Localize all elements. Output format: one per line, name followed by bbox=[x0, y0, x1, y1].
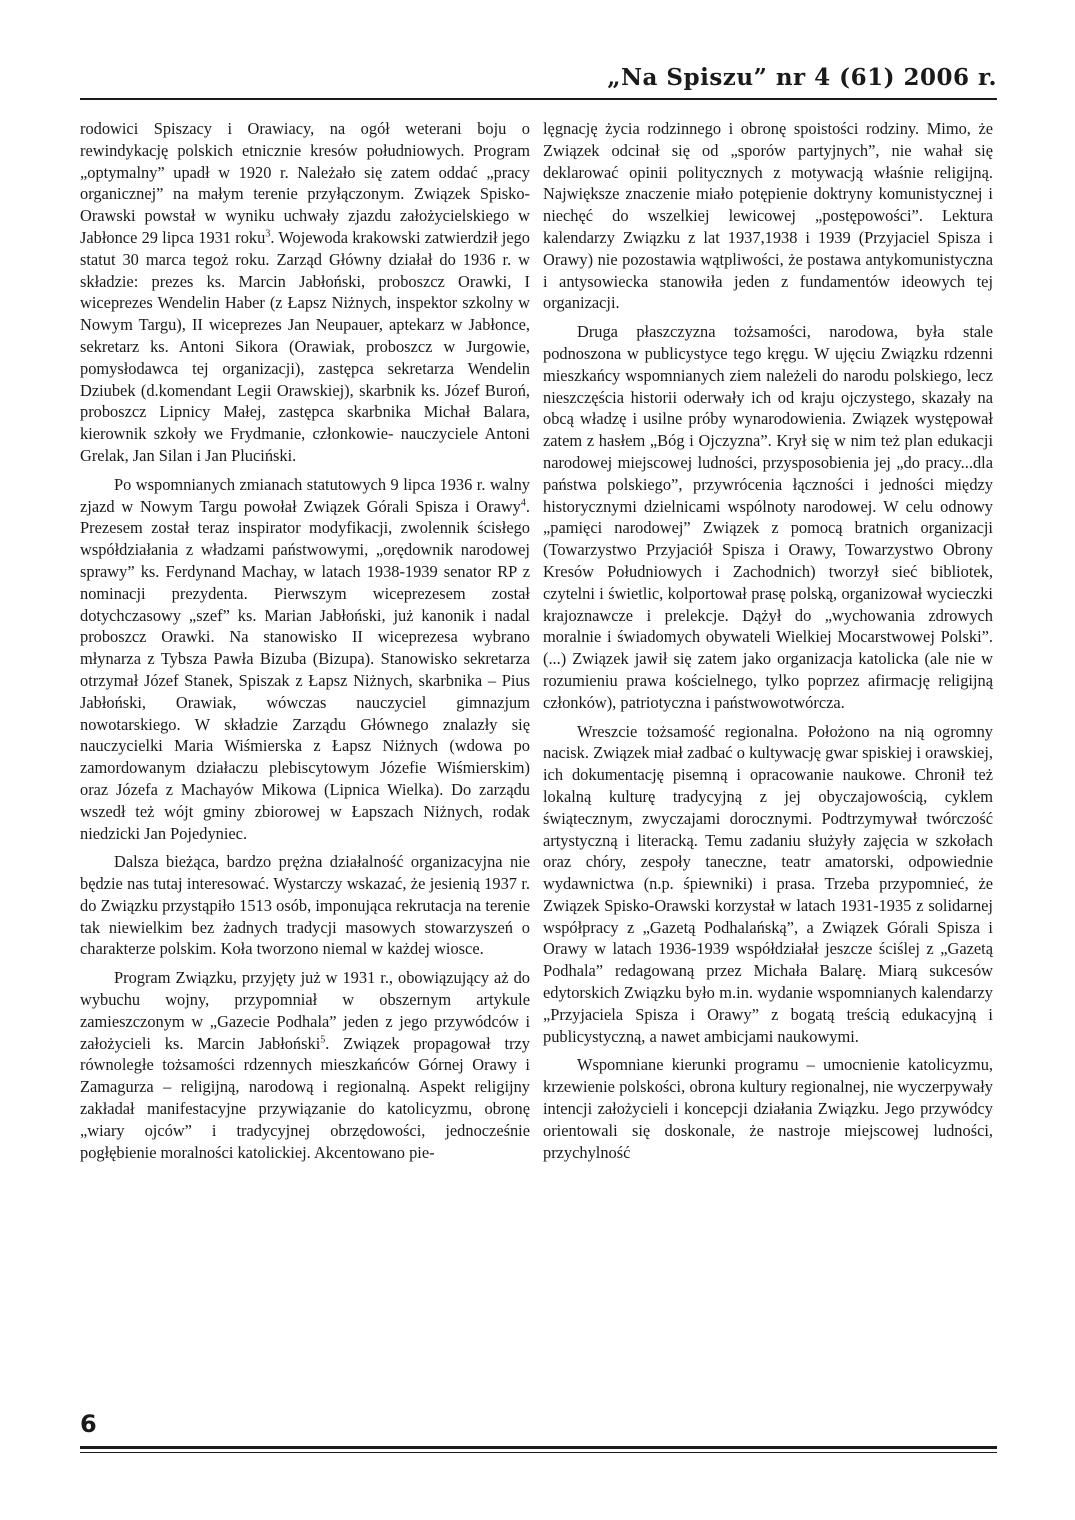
right-column bbox=[543, 118, 993, 1163]
paragraph bbox=[543, 1054, 993, 1163]
footnote-marker: 5 bbox=[320, 1034, 326, 1046]
footnote-marker: 3 bbox=[265, 228, 271, 240]
footer-rule-thin bbox=[80, 1452, 997, 1453]
page-header bbox=[80, 62, 997, 100]
paragraph-text: . Wojewoda krakowski zatwierdził jego statut 30 marca tegoż roku. Zarząd Główny działał do 1936 r. w składzie: prezes ks. Marcin Jabłoński, proboszcz Orawki, I wiceprezes Wendelin Haber (z Łapsz Niżnych, inspektor szkolny w Nowym Targu), II wiceprezes Jan Neupauer, aptekarz w Jabłonce, sekretarz ks. Antoni Sikora (Orawiak, proboszcz w Jurgowie, pomysłodawca tej organizacji), zastępca sekretarza Wendelin Dziubek (d.komendant Legii Orawskiej), skarbnik ks. Józef Buroń, proboszcz Lipnicy Małej, zastępca skarbnika Michał Balara, kierownik szkoły we Frydmanie, członkowie- nauczyciele Antoni Grelak, Jan Silan i Jan Pluciński. bbox=[80, 227, 530, 465]
paragraph-text: lęgnację życia rodzinnego i obronę spoistości rodziny. Mimo, że Związek odcinał się od „sporów partyjnych”, nie wahał się deklarować opinii politycznych z motywacją właśnie religijną. Największe znaczenie miało potępienie doktryny komunistycznej i niechęć do wszelkiej lewicowej „postępowości”. Lektura kalendarzy Związku z lat 1937,1938 i 1939 (Przyjaciel Spisza i Orawy) nie pozostawia wątpliwości, że postawa antykomunistyczna i antysowiecka stanowiła jeden z fundamentów ideowych tej organizacji. bbox=[543, 119, 993, 313]
paragraph-text: Druga płaszczyzna tożsamości, narodowa, była stale podnoszona w publicystyce tego kręgu. W ujęciu Związku rdzenni mieszkańcy wspomnianych ziem należeli do narodu polskiego, lecz nieszczęścia historii oderwały ich od kraju ojczystego, skazały na obcą władzę i usilne próby wynarodowienia. Związek występował zatem z hasłem „Bóg i Ojczyzna”. Krył się w nim też plan edukacji narodowej miejscowej ludności, przysposobienia jej „do pracy...dla państwa polskiego”, przywrócenia łączności i jedności między historycznymi dzielnicami wspólnoty narodowej. W celu odnowy „pamięci narodowej” Związek z pomocą bratnich organizacji (Towarzystwo Przyjaciół Spisza i Orawy, Towarzystwo Obrony Kresów Południowych i Zachodnich) tworzył sieć bibliotek, czytelni i świetlic, kolportował prasę polską, organizował wycieczki krajoznawcze i prelekcje. Dążył do „wychowania zdrowych moralnie i świadomych obywateli Wielkiej Mocarstwowej Polski”. (...) Związek jawił się zatem jako organizacja katolicka (ale nie w rozumieniu prawa kościelnego, tylko poprzez afirmację religijną członków), patriotyczna i państwowotwórcza. bbox=[543, 322, 993, 712]
paragraph-text: Wspomniane kierunki programu – umocnienie katolicyzmu, krzewienie polskości, obrona kultury regionalnej, nie wyczerpywały intencji założycieli i koncepcji działania Związku. Jego przywódcy orientowali się doskonale, że nastroje miejscowej ludności, przychylność bbox=[543, 1055, 993, 1162]
paragraph bbox=[543, 721, 993, 1048]
paragraph-text: Wreszcie tożsamość regionalna. Położono na nią ogromny nacisk. Związek miał zadbać o kultywację gwar spiskiej i orawskiej, ich dokumentację pisemną i opracowanie naukowe. Chronił też lokalną kulturę tradycyjną z jej obyczajowością, cyklem świątecznym, zwyczajami dorocznymi. Podtrzymywał twórczość artystyczną i literacką. Temu zadaniu służyły zajęcia w szkołach oraz chóry, zespoły taneczne, teatr amatorski, odpowiednie wydawnictwa (n.p. śpiewniki) i prasa. Trzeba przypomnieć, że Związek Spisko-Orawski korzystał w latach 1931-1935 z solidarnej współpracy z „Gazetą Podhalańską”, a Związek Górali Spisza i Orawy w latach 1936-1939 współdziałał jeszcze ściślej z „Gazetą Podhala” redagowaną przez Michała Balarę. Miarą sukcesów edytorskich Związku było m.in. wydanie wspomnianych kalendarzy „Przyjaciela Spisza i Orawy” z bogatą treścią edukacyjną i publicystyczną, a nawet ambicjami naukowymi. bbox=[543, 721, 993, 1046]
paragraph bbox=[543, 118, 993, 314]
paragraph-text: . Związek propagował trzy równoległe tożsamości rdzennych mieszkańców Górnej Orawy i Zamagurza – religijną, narodową i regionalną. Aspekt religijny zakładał manifestacyjne przywiązanie do katolicyzmu, obronę „wiary ojców” i tradycyjnej obrzędowości, jednocześnie pogłębienie moralności katolickiej. Akcentowano pie- bbox=[80, 1033, 530, 1162]
paragraph-text: Program Związku, przyjęty już w 1931 r., obowiązujący aż do wybuchu wojny, przypomniał w obszernym artykule zamieszczonym w „Gazecie Podhala” jeden z jego przywódców i założycieli ks. Marcin Jabłoński bbox=[80, 968, 530, 1053]
left-column bbox=[80, 118, 530, 1163]
footer-rule bbox=[80, 1446, 997, 1449]
paragraph-text: Po wspomnianych zmianach statutowych 9 lipca 1936 r. walny zjazd w Nowym Targu powołał Związek Górali Spisza i Orawy bbox=[80, 474, 530, 516]
paragraph bbox=[80, 118, 530, 467]
paragraph bbox=[543, 321, 993, 713]
footnote-marker: 4 bbox=[520, 497, 526, 509]
paragraph bbox=[80, 474, 530, 845]
paragraph bbox=[80, 851, 530, 960]
paragraph-text: rodowici Spiszacy i Orawiacy, na ogół weterani boju o rewindykację polskich etnicznie kresów południowych. Program „optymalny” upadł w 1920 r. Należało się zatem oddać „pracy organicznej” na małym terenie przyłączonym. Związek Spisko-Orawski powstał w wyniku uchwały zjazdu założycielskiego w Jabłonce 29 lipca 1931 roku bbox=[80, 119, 530, 247]
paragraph-text: . Prezesem został teraz inspirator modyfikacji, zwolennik ścisłego współdziałania z władzami państwowymi, „orędownik narodowej sprawy” ks. Ferdynand Machay, w latach 1938-1939 senator RP z nominacji prezydenta. Pierwszym wiceprezesem został dotychczasowy „szef” ks. Marian Jabłoński, już kanonik i nadal proboszcz Orawki. Na stanowisko II wiceprezesa wybrano młynarza z Tybsza Pawła Bizuba (Bizupa). Stanowisko sekretarza otrzymał Józef Stanek, Spiszak z Łapsz Niżnych, skarbnika – Pius Jabłoński, Orawiak, wówczas nauczyciel gimnazjum nowotarskiego. W składzie Zarządu Głównego znalazły się nauczycielki Maria Wiśmierska z Łapsz Niżnych (wdowa po zamordowanym działaczu plebiscytowym Józefie Wiśmierskim) oraz Józefa z Machayów Mikowa (Lipnica Wielka). Do zarządu wszedł też wójt gminy zbiorowej w Łapszach Niżnych, rodak niedzicki Jan Pojedyniec. bbox=[80, 496, 530, 843]
header-title: „Na Spiszu” nr 4 (61) 2006 r. bbox=[607, 64, 997, 91]
paragraph-text: Dalsza bieżąca, bardzo prężna działalność organizacyjna nie będzie nas tutaj interesować. Wystarczy wskazać, że jesienią 1937 r. do Związku przystąpiło 1513 osób, imponująca rekrutacja na terenie tak niewielkim bez żadnych tradycji masowych stowarzyszeń o charakterze polskim. Koła tworzono niemal w każdej wiosce. bbox=[80, 852, 530, 959]
page-number: 6 bbox=[80, 1410, 97, 1438]
paragraph bbox=[80, 967, 530, 1163]
